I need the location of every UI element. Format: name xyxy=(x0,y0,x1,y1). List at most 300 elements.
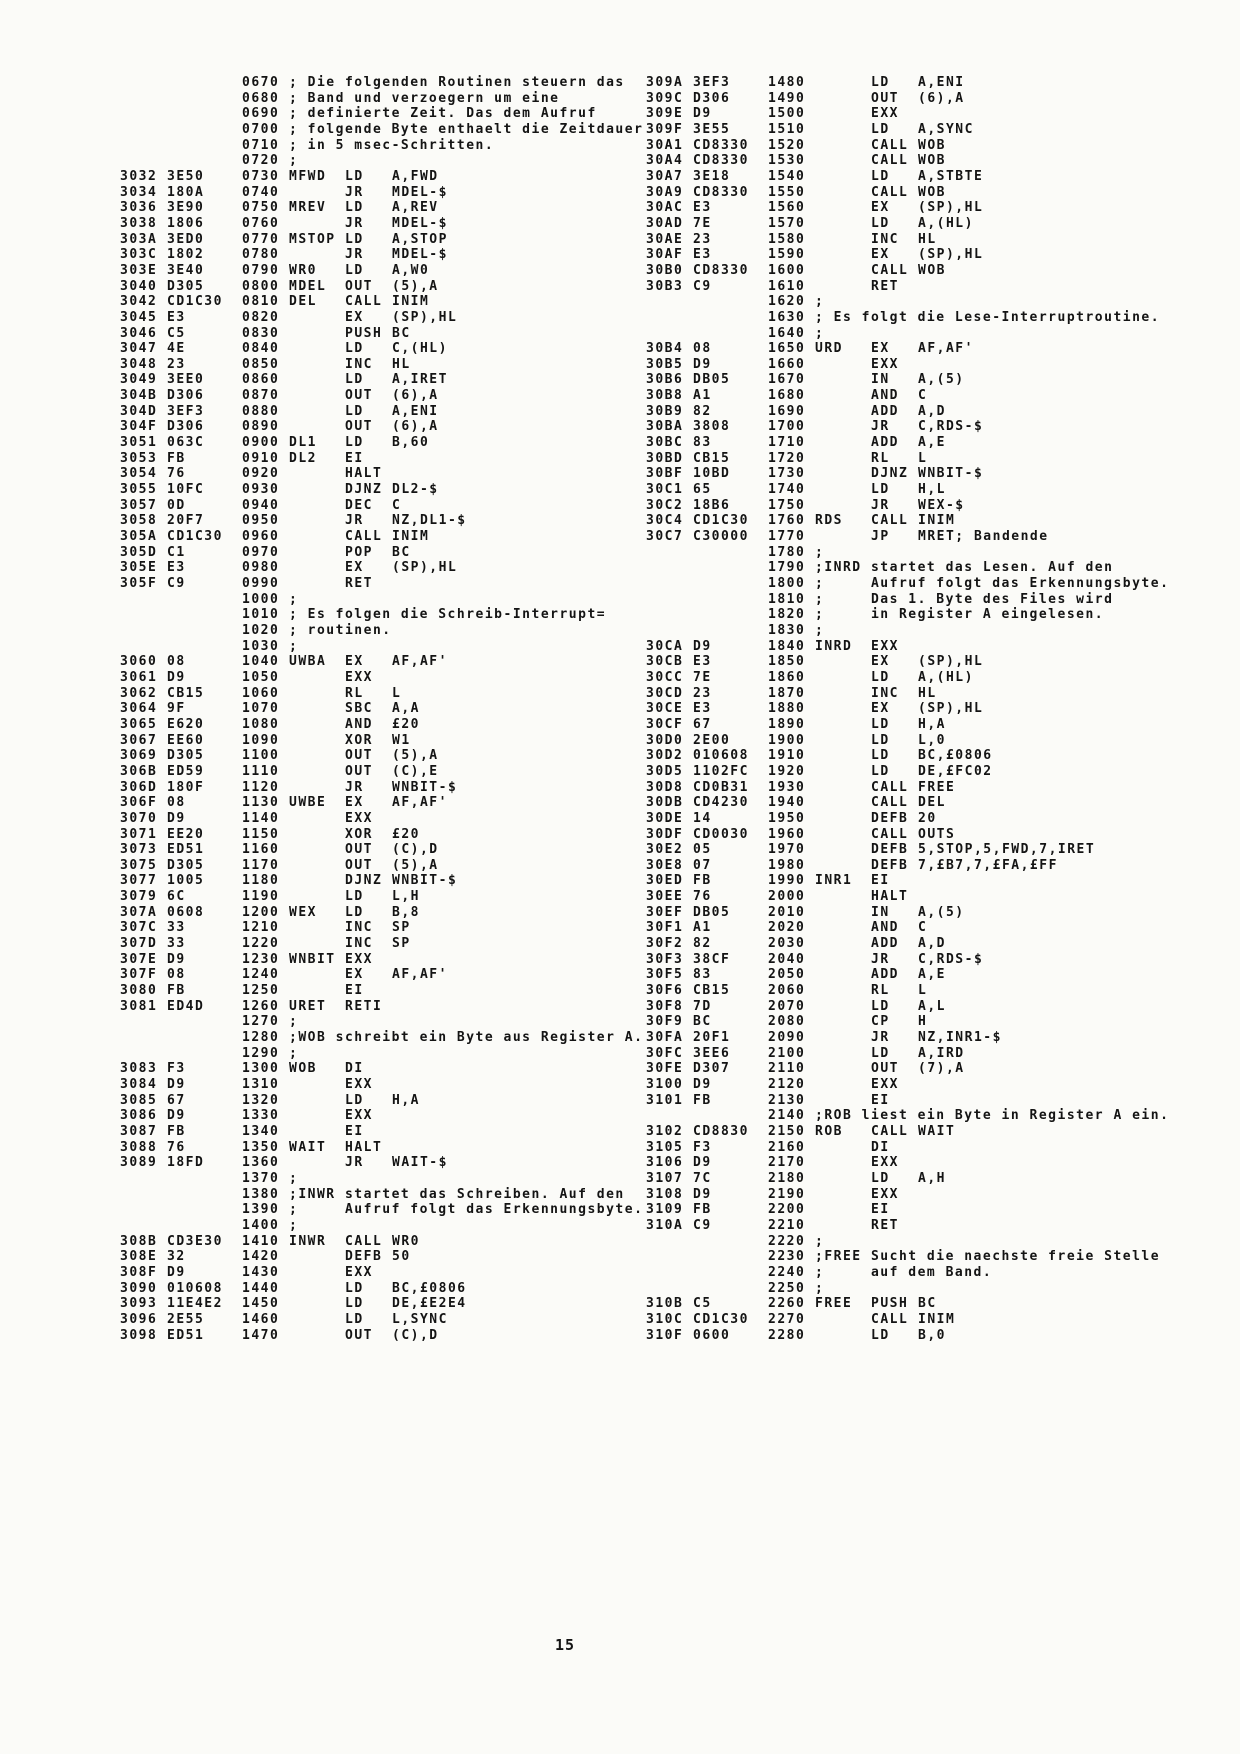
operand: NZ,INR1-$ xyxy=(918,1030,1002,1046)
mnemonic: LD xyxy=(345,1280,364,1296)
listing-row-comment xyxy=(646,1234,1169,1250)
comment-text: ; Das 1. Byte des Files wird xyxy=(815,591,1114,607)
line-number: 0700 xyxy=(242,121,280,137)
object-code: E3 xyxy=(693,247,712,263)
label: WOB xyxy=(289,1061,317,1077)
operand: (SP),HL xyxy=(918,701,984,717)
mnemonic: ADD xyxy=(871,403,899,419)
address: 305F xyxy=(120,576,158,591)
operand: L xyxy=(918,983,928,999)
line-number: 1580 xyxy=(768,231,806,247)
listing-row-code xyxy=(120,873,643,889)
listing-row-code xyxy=(646,920,1169,936)
object-code: C5 xyxy=(693,1296,712,1312)
listing-row-code xyxy=(120,404,643,420)
object-code: E3 xyxy=(167,560,186,576)
listing-row-code xyxy=(646,952,1169,968)
listing-row-code xyxy=(646,1218,1169,1234)
line-number: 1670 xyxy=(768,372,806,388)
comment-text: ; Aufruf folgt das Erkennungsbyte. xyxy=(815,576,1170,591)
address: 30C2 xyxy=(646,497,684,513)
line-number: 2090 xyxy=(768,1030,806,1046)
mnemonic: HALT xyxy=(871,889,909,905)
mnemonic: JR xyxy=(345,513,364,529)
object-code: 0600 xyxy=(693,1327,731,1343)
address: 30CF xyxy=(646,716,684,732)
address: 3057 xyxy=(120,497,158,513)
operand: (SP),HL xyxy=(918,654,984,670)
operand: 50 xyxy=(392,1249,411,1265)
listing-row-code xyxy=(120,827,643,843)
mnemonic: EXX xyxy=(871,638,899,654)
mnemonic: RET xyxy=(871,1217,899,1233)
line-number: 0950 xyxy=(242,513,280,529)
line-number: 1010 xyxy=(242,607,280,623)
comment-text: ; routinen. xyxy=(289,622,392,638)
listing-row-code xyxy=(120,294,643,310)
listing-row-code xyxy=(120,419,643,435)
listing-row-comment xyxy=(646,310,1169,326)
object-code: 11E4E2 xyxy=(167,1296,223,1312)
object-code: 3E40 xyxy=(167,262,205,278)
mnemonic: LD xyxy=(871,168,890,184)
line-number: 1770 xyxy=(768,529,806,545)
object-code: 3ED0 xyxy=(167,231,205,247)
listing-row-code xyxy=(120,1061,643,1077)
listing-row-code xyxy=(646,185,1169,201)
address: 3071 xyxy=(120,826,158,842)
object-code: CD0030 xyxy=(693,826,749,842)
operand: L,H xyxy=(392,889,420,905)
line-number: 0790 xyxy=(242,262,280,278)
operand: L xyxy=(918,450,928,466)
object-code: D9 xyxy=(693,638,712,654)
label: URET xyxy=(289,998,327,1014)
object-code: 08 xyxy=(167,795,186,811)
object-code: 3E55 xyxy=(693,121,731,137)
address: 3075 xyxy=(120,857,158,873)
operand: SP xyxy=(392,920,411,936)
object-code: 7E xyxy=(693,215,712,231)
address: 30AE xyxy=(646,231,684,247)
mnemonic: DJNZ xyxy=(345,873,383,889)
address: 3040 xyxy=(120,278,158,294)
operand: £20 xyxy=(392,826,420,842)
object-code: 05 xyxy=(693,842,712,858)
mnemonic: CALL xyxy=(871,153,909,169)
listing-row-code xyxy=(646,717,1169,733)
mnemonic: JR xyxy=(345,1155,364,1171)
mnemonic: DI xyxy=(345,1061,364,1077)
operand: £20 xyxy=(392,716,420,732)
mnemonic: LD xyxy=(345,904,364,920)
line-number: 2070 xyxy=(768,998,806,1014)
operand: (SP),HL xyxy=(918,200,984,216)
line-number: 1610 xyxy=(768,278,806,294)
listing-row-code xyxy=(120,1108,643,1124)
listing-row-code xyxy=(646,983,1169,999)
address: 3106 xyxy=(646,1155,684,1171)
mnemonic: OUT xyxy=(345,842,373,858)
listing-row-code xyxy=(646,200,1169,216)
address: 309F xyxy=(646,121,684,137)
operand: (C),D xyxy=(392,842,439,858)
operand: A,SYNC xyxy=(918,121,974,137)
operand: C xyxy=(918,388,928,404)
listing-row-code xyxy=(120,1124,643,1140)
listing-row-comment xyxy=(120,138,643,154)
listing-row-code xyxy=(120,216,643,232)
operand: HL xyxy=(392,356,411,372)
object-code: 3EE6 xyxy=(693,1045,731,1061)
object-code: 7C xyxy=(693,1170,712,1186)
listing-row-code xyxy=(120,733,643,749)
object-code: 0608 xyxy=(167,904,205,920)
line-number: 2050 xyxy=(768,967,806,983)
listing-row-code xyxy=(120,466,643,482)
listing-row-code xyxy=(646,404,1169,420)
mnemonic: ADD xyxy=(871,936,899,952)
line-number: 1650 xyxy=(768,341,806,357)
operand: A,(5) xyxy=(918,372,965,388)
mnemonic: LD xyxy=(871,748,890,764)
operand: DEL xyxy=(918,795,946,811)
object-code: 76 xyxy=(167,466,186,482)
line-number: 1310 xyxy=(242,1077,280,1092)
line-number: 1110 xyxy=(242,763,280,779)
address: 303E xyxy=(120,262,158,278)
address: 3042 xyxy=(120,294,158,310)
listing-row-code xyxy=(120,310,643,326)
listing-row-code xyxy=(646,1312,1169,1328)
listing-row-code xyxy=(646,247,1169,263)
operand: BC,£0806 xyxy=(918,748,993,764)
line-number: 1030 xyxy=(242,638,280,654)
mnemonic: LD xyxy=(871,998,890,1014)
line-number: 1170 xyxy=(242,857,280,873)
listing-row-code xyxy=(646,670,1169,686)
mnemonic: LD xyxy=(871,1327,890,1343)
label: MDEL xyxy=(289,278,327,294)
object-code: D307 xyxy=(693,1061,731,1077)
mnemonic: IN xyxy=(871,904,890,920)
line-number: 1930 xyxy=(768,779,806,795)
mnemonic: CALL xyxy=(871,795,909,811)
mnemonic: INC xyxy=(345,936,373,952)
operand: AF,AF' xyxy=(392,795,448,811)
object-code: ED4D xyxy=(167,998,205,1014)
mnemonic: CALL xyxy=(871,262,909,278)
object-code: 83 xyxy=(693,967,712,983)
address: 30A9 xyxy=(646,184,684,200)
object-code: 65 xyxy=(693,482,712,498)
listing-row-code xyxy=(120,1234,643,1250)
mnemonic: ADD xyxy=(871,967,899,983)
comment-text: ; xyxy=(815,1233,825,1249)
operand: HL xyxy=(918,685,937,701)
listing-row-code xyxy=(646,91,1169,107)
object-code: 33 xyxy=(167,936,186,952)
operand: L,0 xyxy=(918,732,946,748)
line-number: 1430 xyxy=(242,1264,280,1280)
operand: (6),A xyxy=(392,419,439,435)
mnemonic: JR xyxy=(345,184,364,200)
line-number: 1630 xyxy=(768,309,806,325)
operand: C,(HL) xyxy=(392,341,448,357)
listing-row-code xyxy=(120,1296,643,1312)
listing-row-code xyxy=(120,842,643,858)
listing-row-code xyxy=(646,419,1169,435)
object-code: 18B6 xyxy=(693,497,731,513)
object-code: 0D xyxy=(167,497,186,513)
address: 30BF xyxy=(646,466,684,482)
listing-row-comment xyxy=(646,576,1169,592)
line-number: 1760 xyxy=(768,513,806,529)
operand: A,REV xyxy=(392,200,439,216)
listing-row-code xyxy=(646,529,1169,545)
address: 30AD xyxy=(646,215,684,231)
listing-row-code xyxy=(120,811,643,827)
line-number: 1900 xyxy=(768,732,806,748)
listing-row-code xyxy=(646,138,1169,154)
object-code: D9 xyxy=(693,1186,712,1202)
object-code: D9 xyxy=(693,1155,712,1171)
mnemonic: INC xyxy=(345,920,373,936)
listing-row-code xyxy=(120,513,643,529)
object-code: FB xyxy=(167,983,186,999)
line-number: 1340 xyxy=(242,1123,280,1139)
listing-row-code xyxy=(646,654,1169,670)
operand: L xyxy=(392,685,402,701)
object-code: 1005 xyxy=(167,873,205,889)
line-number: 0720 xyxy=(242,153,280,169)
object-code: C9 xyxy=(693,1217,712,1233)
mnemonic: SBC xyxy=(345,701,373,717)
comment-text: ; Die folgenden Routinen steuern das xyxy=(289,75,625,90)
mnemonic: LD xyxy=(345,889,364,905)
object-code: 10BD xyxy=(693,466,731,482)
mnemonic: EXX xyxy=(345,1264,373,1280)
listing-row-code xyxy=(646,106,1169,122)
listing-row-code xyxy=(646,216,1169,232)
line-number: 1420 xyxy=(242,1249,280,1265)
address: 303C xyxy=(120,247,158,263)
listing-row-comment xyxy=(120,1014,643,1030)
mnemonic: CALL xyxy=(871,1311,909,1327)
comment-text: ; definierte Zeit. Das dem Aufruf xyxy=(289,106,597,122)
line-number: 1850 xyxy=(768,654,806,670)
listing-row-comment xyxy=(646,1249,1169,1265)
object-code: D9 xyxy=(167,669,186,685)
listing-row-code xyxy=(120,341,643,357)
line-number: 1350 xyxy=(242,1139,280,1155)
comment-text: ; Es folgt die Lese-Interruptroutine. xyxy=(815,309,1161,325)
object-code: 2E00 xyxy=(693,732,731,748)
mnemonic: EXX xyxy=(345,1108,373,1124)
mnemonic: HALT xyxy=(345,1139,383,1155)
line-number: 1810 xyxy=(768,591,806,607)
line-number: 1470 xyxy=(242,1327,280,1343)
line-number: 1790 xyxy=(768,560,806,576)
line-number: 1270 xyxy=(242,1014,280,1030)
object-code: 82 xyxy=(693,936,712,952)
line-number: 0990 xyxy=(242,576,280,591)
object-code: C5 xyxy=(167,325,186,341)
object-code: 4E xyxy=(167,341,186,357)
listing-row-comment xyxy=(646,326,1169,342)
address: 30A7 xyxy=(646,168,684,184)
line-number: 1080 xyxy=(242,716,280,732)
line-number: 1210 xyxy=(242,920,280,936)
mnemonic: LD xyxy=(345,403,364,419)
address: 3048 xyxy=(120,356,158,372)
line-number: 2150 xyxy=(768,1123,806,1139)
comment-text: ; Es folgen die Schreib-Interrupt= xyxy=(289,607,607,623)
mnemonic: DEFB xyxy=(871,810,909,826)
address: 30ED xyxy=(646,873,684,889)
line-number: 1500 xyxy=(768,106,806,122)
mnemonic: LD xyxy=(871,215,890,231)
operand: A,W0 xyxy=(392,262,430,278)
line-number: 1510 xyxy=(768,121,806,137)
address: 3100 xyxy=(646,1077,684,1092)
mnemonic: DI xyxy=(871,1139,890,1155)
line-number: 0770 xyxy=(242,231,280,247)
address: 3108 xyxy=(646,1186,684,1202)
line-number: 0930 xyxy=(242,482,280,498)
object-code: ED59 xyxy=(167,763,205,779)
line-number: 2240 xyxy=(768,1264,806,1280)
mnemonic: JR xyxy=(871,497,890,513)
address: 30FC xyxy=(646,1045,684,1061)
listing-row-code xyxy=(646,1061,1169,1077)
listing-row-comment xyxy=(120,1202,643,1218)
object-code: CD8330 xyxy=(693,137,749,153)
line-number: 2010 xyxy=(768,904,806,920)
mnemonic: OUT xyxy=(871,1061,899,1077)
comment-text: ; in Register A eingelesen. xyxy=(815,607,1105,623)
mnemonic: EX xyxy=(345,795,364,811)
line-number: 1060 xyxy=(242,685,280,701)
mnemonic: LD xyxy=(871,75,890,90)
object-code: FB xyxy=(167,1123,186,1139)
address: 30CC xyxy=(646,669,684,685)
object-code: 9F xyxy=(167,701,186,717)
listing-row-comment xyxy=(120,153,643,169)
mnemonic: JP xyxy=(871,529,890,545)
object-code: 38CF xyxy=(693,951,731,967)
address: 30C4 xyxy=(646,513,684,529)
line-number: 1860 xyxy=(768,669,806,685)
object-code: D9 xyxy=(167,1264,186,1280)
address: 30AF xyxy=(646,247,684,263)
listing-row-code xyxy=(646,889,1169,905)
operand: AF,AF' xyxy=(918,341,974,357)
line-number: 1290 xyxy=(242,1045,280,1061)
object-code: D9 xyxy=(693,1077,712,1092)
line-number: 1200 xyxy=(242,904,280,920)
address: 3038 xyxy=(120,215,158,231)
operand: INIM xyxy=(392,294,430,310)
mnemonic: LD xyxy=(871,732,890,748)
label: ROB xyxy=(815,1123,843,1139)
address: 3109 xyxy=(646,1202,684,1218)
line-number: 1250 xyxy=(242,983,280,999)
line-number: 0800 xyxy=(242,278,280,294)
comment-text: ; xyxy=(289,1045,299,1061)
object-code: 76 xyxy=(167,1139,186,1155)
comment-text: ; xyxy=(289,153,299,169)
operand: 20 xyxy=(918,810,937,826)
line-number: 1560 xyxy=(768,200,806,216)
listing-row-comment xyxy=(646,607,1169,623)
listing-row-code xyxy=(646,1093,1169,1109)
page-number: 15 xyxy=(555,1636,576,1654)
mnemonic: JR xyxy=(871,1030,890,1046)
line-number: 1220 xyxy=(242,936,280,952)
object-code: 18FD xyxy=(167,1155,205,1171)
address: 30CD xyxy=(646,685,684,701)
object-code: CD1C30 xyxy=(693,1311,749,1327)
line-number: 1180 xyxy=(242,873,280,889)
line-number: 1540 xyxy=(768,168,806,184)
mnemonic: DEFB xyxy=(871,842,909,858)
mnemonic: LD xyxy=(871,763,890,779)
mnemonic: OUT xyxy=(345,763,373,779)
listing-row-code xyxy=(646,1046,1169,1062)
address: 3090 xyxy=(120,1280,158,1296)
object-code: DB05 xyxy=(693,904,731,920)
address: 3034 xyxy=(120,184,158,200)
line-number: 1120 xyxy=(242,779,280,795)
address: 30AC xyxy=(646,200,684,216)
listing-row-comment xyxy=(120,122,643,138)
label: WR0 xyxy=(289,262,317,278)
operand: A,FWD xyxy=(392,168,439,184)
operand: (6),A xyxy=(918,90,965,106)
mnemonic: DEFB xyxy=(345,1249,383,1265)
address: 3054 xyxy=(120,466,158,482)
mnemonic: CALL xyxy=(871,1123,909,1139)
object-code: 76 xyxy=(693,889,712,905)
mnemonic: LD xyxy=(345,200,364,216)
listing-row-code xyxy=(646,1202,1169,1218)
listing-row-code xyxy=(120,1281,643,1297)
address: 30F1 xyxy=(646,920,684,936)
listing-row-comment xyxy=(120,1046,643,1062)
address: 3047 xyxy=(120,341,158,357)
object-code: F3 xyxy=(167,1061,186,1077)
address: 3053 xyxy=(120,450,158,466)
operand: (5),A xyxy=(392,748,439,764)
line-number: 1680 xyxy=(768,388,806,404)
operand: WAIT xyxy=(918,1123,956,1139)
line-number: 1720 xyxy=(768,450,806,466)
mnemonic: EX xyxy=(871,247,890,263)
line-number: 2180 xyxy=(768,1170,806,1186)
listing-row-code xyxy=(646,936,1169,952)
mnemonic: IN xyxy=(871,372,890,388)
line-number: 1050 xyxy=(242,669,280,685)
object-code: 3EF3 xyxy=(167,403,205,419)
line-number: 1320 xyxy=(242,1092,280,1108)
line-number: 1280 xyxy=(242,1030,280,1046)
listing-row-comment xyxy=(646,560,1169,576)
object-code: CD1C30 xyxy=(167,294,223,310)
line-number: 1570 xyxy=(768,215,806,231)
address: 30B9 xyxy=(646,403,684,419)
line-number: 1820 xyxy=(768,607,806,623)
